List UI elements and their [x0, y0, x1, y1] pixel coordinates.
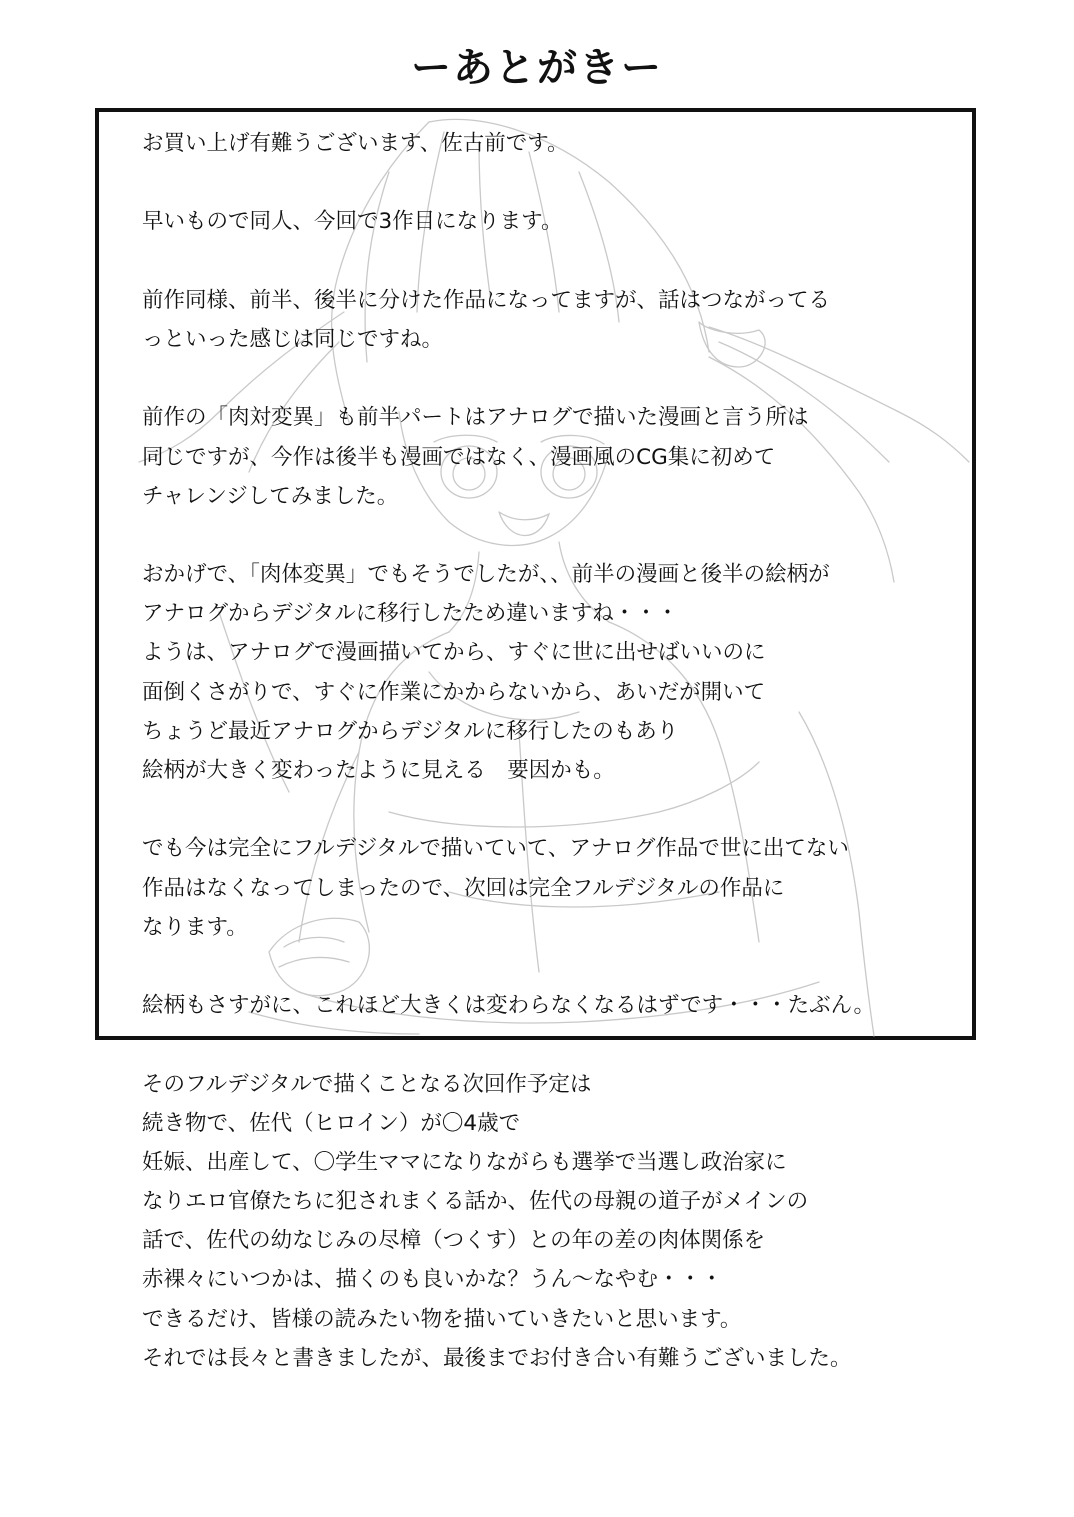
afterword-line: 面倒くさがりで、すぐに作業にかからないから、あいだが開いて: [142, 679, 766, 705]
afterword-line: なりエロ官僚たちに犯されまくる話か、佐代の母親の道子がメインの: [142, 1189, 809, 1215]
afterword-line: 絵柄もさすがに、これほど大きくは変わらなくなるはずです・・・たぶん。: [142, 993, 875, 1019]
page-title: ーあとがきー: [411, 45, 663, 91]
afterword-line: [142, 947, 972, 986]
afterword-line: [142, 1025, 972, 1064]
afterword-line: [142, 516, 972, 555]
afterword-line: それでは長々と書きましたが、最後までお付き合い有難うございました。: [142, 1345, 852, 1371]
afterword-line: [142, 790, 972, 829]
afterword-line: [142, 242, 972, 281]
afterword-line: できるだけ、皆様の読みたい物を描いていきたいと思います。: [142, 1306, 742, 1332]
afterword-line: 前作の「肉対変異」も前半パートはアナログで描いた漫画と言う所は: [142, 405, 809, 431]
afterword-line: そのフルデジタルで描くことなる次回作予定は: [142, 1071, 592, 1097]
afterword-line: 赤裸々にいつかは、描くのも良いかな？うん～なやむ・・・: [142, 1267, 723, 1293]
afterword-line: アナログからデジタルに移行したため違いますね・・・: [142, 601, 679, 627]
afterword-line: 早いもので同人、今回で3作目になります。: [142, 209, 563, 235]
afterword-line: 妊娠、出産して、〇学生ママになりながらも選挙で当選し政治家に: [142, 1149, 787, 1175]
afterword-line: でも今は完全にフルデジタルで描いていて、アナログ作品で世に出てない: [142, 836, 849, 862]
afterword-line: 話で、佐代の幼なじみの尽樟（つくす）との年の差の肉体関係を: [142, 1228, 766, 1254]
afterword-line: [142, 163, 972, 202]
afterword-line: ようは、アナログで漫画描いてから、すぐに世に出せばいいのに: [142, 640, 766, 666]
afterword-line: 続き物で、佐代（ヒロイン）が〇4歳で: [142, 1110, 521, 1136]
afterword-line: [142, 359, 972, 398]
afterword-line: っといった感じは同じですね。: [142, 326, 444, 352]
afterword-line: おかげで、「肉体変異」でもそうでしたが、、前半の漫画と後半の絵柄が: [142, 562, 830, 588]
afterword-line: 作品はなくなってしまったので、次回は完全フルデジタルの作品に: [142, 875, 785, 901]
afterword-line: なります。: [142, 914, 248, 940]
afterword-line: 前作同様、前半、後半に分けた作品になってますが、話はつながってる: [142, 287, 831, 313]
afterword-line: チャレンジしてみました。: [142, 483, 399, 509]
afterword-frame: [95, 108, 976, 1371]
afterword-line: ちょうど最近アナログからデジタルに移行したのもあり: [142, 718, 679, 744]
afterword-text: [142, 124, 972, 1378]
afterword-line: 同じですが、今作は後半も漫画ではなく、漫画風のCG集に初めて: [142, 444, 776, 470]
afterword-line: お買い上げ有難うございます、佐古前です。: [142, 131, 569, 156]
afterword-line: 絵柄が大きく変わったように見える 要因かも。: [142, 758, 615, 783]
